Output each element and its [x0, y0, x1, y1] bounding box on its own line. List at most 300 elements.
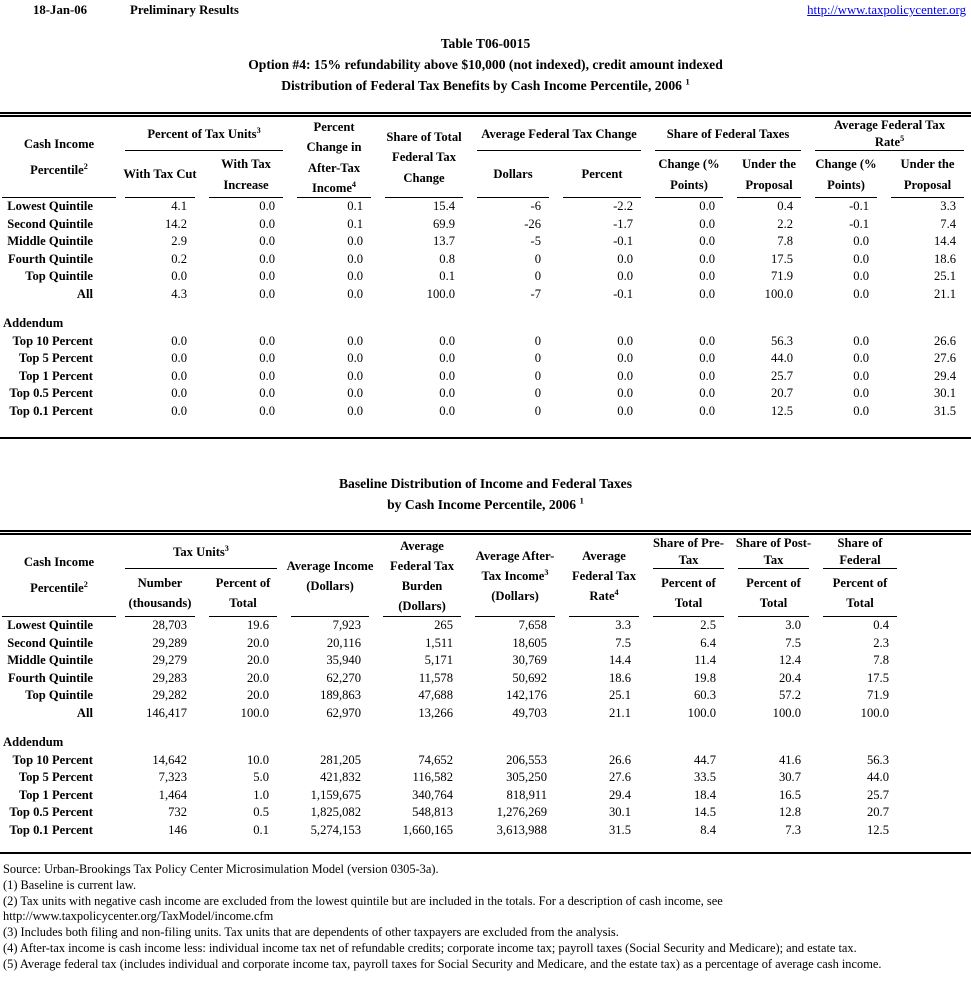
table-row [0, 268, 971, 286]
cell-value: 0.0 [699, 403, 716, 418]
cell-value: 0.0 [853, 333, 870, 348]
cell-value: 1.0 [253, 787, 269, 802]
cell-value: 21.1 [608, 705, 631, 720]
date-label: 18-Jan-06 [33, 3, 88, 17]
cell-value: 0.2 [171, 251, 187, 266]
cell-value: 14.4 [608, 653, 631, 667]
status-label: Preliminary Results [130, 3, 239, 17]
cell-value: 0.0 [617, 403, 634, 418]
row-label: Lowest Quintile [7, 618, 93, 632]
cell-value: 0.0 [439, 386, 456, 400]
addendum-row [0, 734, 971, 752]
cell-value: 100.0 [426, 286, 456, 301]
cell-value: 0.4 [777, 199, 794, 213]
cell-value: 62,970 [326, 705, 361, 720]
cell-value: 29,289 [152, 635, 187, 650]
row-label-header: Cash Income Percentile$^2$ [0, 115, 118, 199]
footnote: (3) Includes both filing and non-filing units. Tax units that are dependents of other taxpayers are excluded from the analysis. [3, 925, 619, 940]
cell-value: 0 [534, 351, 542, 365]
cell-value: 0.0 [617, 386, 634, 400]
cell-value: -0.1 [849, 216, 870, 231]
cell-value: 1,276,269 [496, 805, 547, 819]
column-header: Share of Total Federal Tax Change [378, 115, 470, 199]
cell-value: 5.0 [253, 770, 269, 784]
cell-value: 31.5 [608, 822, 631, 837]
cell-value: -5 [530, 234, 542, 248]
cell-value: 12.8 [778, 805, 801, 819]
cell-value: 0.0 [699, 199, 716, 213]
title-line: Distribution of Federal Tax Benefits by Cash Income Percentile, 2006 $^1$ [281, 76, 690, 93]
cell-value: 71.9 [770, 269, 794, 283]
cell-value: 0.0 [259, 234, 276, 248]
cell-value: 548,813 [412, 805, 453, 819]
column-header: Share of Post-Tax [731, 533, 816, 570]
cell-value: 3.3 [615, 618, 631, 632]
cell-value: 20.0 [246, 688, 269, 702]
cell-value: -26 [524, 216, 542, 231]
cell-value: 7,323 [158, 770, 187, 784]
cell-value: 100.0 [687, 705, 716, 720]
column-header: Average Income (Dollars) [284, 533, 376, 618]
cell-value: 0.0 [853, 286, 870, 301]
cell-value: 18,605 [512, 635, 547, 650]
cell-value: 0.0 [171, 333, 187, 348]
cell-value: 1,825,082 [310, 805, 361, 819]
row-label: Top 10 Percent [12, 333, 93, 348]
cell-value: 0.0 [439, 368, 456, 383]
table-row [0, 233, 971, 251]
cell-value: 18.6 [933, 251, 957, 266]
cell-value: 0.0 [853, 234, 870, 248]
cell-value: 7,658 [518, 618, 547, 632]
table-row [0, 752, 971, 770]
spacer-column [904, 533, 971, 618]
cell-value: 6.4 [700, 635, 716, 650]
table-row [0, 635, 971, 653]
cell-value: -0.1 [613, 286, 634, 301]
cell-value: 0.0 [617, 351, 634, 365]
cell-value: 25.1 [933, 269, 957, 283]
cell-value: 29.4 [933, 368, 957, 383]
column-subheader: Percent of Total [816, 569, 904, 617]
column-header: Percent Change in After-Tax Income$^4$ [290, 115, 378, 199]
cell-value: 732 [168, 805, 187, 819]
cell-value: 2.5 [700, 618, 716, 632]
cell-value: 0.0 [853, 351, 870, 365]
column-header: Average Federal Tax Change [470, 115, 648, 152]
cell-value: 0.0 [259, 403, 276, 418]
cell-value: 0.0 [853, 251, 870, 266]
cell-value: 20.0 [246, 670, 269, 685]
cell-value: 13,266 [418, 705, 453, 720]
cell-value: 0.0 [699, 368, 716, 383]
cell-value: 0.1 [347, 199, 364, 213]
cell-value: 0.0 [171, 386, 187, 400]
cell-value: 142,176 [506, 688, 547, 702]
cell-value: 62,270 [326, 670, 361, 685]
cell-value: 7.5 [785, 635, 801, 650]
cell-value: 16.5 [778, 787, 801, 802]
table-row [0, 251, 971, 269]
table1-title [0, 34, 971, 96]
column-header: Share of Federal Taxes [648, 115, 808, 152]
cell-value: 0.0 [259, 386, 276, 400]
cell-value: 12.5 [770, 403, 794, 418]
cell-value: 56.3 [770, 333, 794, 348]
cell-value: -0.1 [613, 234, 634, 248]
title-line: Table T06-0015 [440, 36, 531, 51]
cell-value: 11,578 [418, 670, 453, 685]
cell-value: 3,613,988 [496, 822, 547, 837]
cell-value: 30.7 [778, 770, 801, 784]
cell-value: 116,582 [412, 770, 453, 784]
cell-value: 0.0 [347, 368, 364, 383]
cell-value: 0.0 [347, 386, 364, 400]
cell-value: 146 [168, 822, 187, 837]
table-row [0, 198, 971, 216]
cell-value: 11.4 [694, 653, 716, 667]
cell-value: 30,769 [512, 653, 547, 667]
cell-value: 0 [534, 403, 542, 418]
cell-value: 0.0 [171, 403, 187, 418]
column-subheader: Percent [556, 151, 648, 198]
cell-value: -6 [530, 199, 542, 213]
cell-value: 14.4 [933, 234, 957, 248]
column-subheader: Number (thousands) [118, 569, 202, 617]
cell-value: 0.0 [617, 333, 634, 348]
row-label: All [76, 286, 93, 301]
cell-value: 0.0 [439, 333, 456, 348]
column-subheader: Percent of Total [646, 569, 731, 617]
cell-value: 3.0 [785, 618, 801, 632]
footnote: (2) Tax units with negative cash income are excluded from the lowest quintile but are included in the totals. For a description of cash income, see http://www.taxpolicycenter.org/TaxModel/income.cfm [3, 893, 723, 924]
column-header: Average After-Tax Income$^3$ (Dollars) [468, 533, 562, 618]
cell-value: 189,863 [320, 688, 361, 702]
cell-value: 20.4 [778, 670, 801, 685]
row-label: Top 1 Percent [18, 787, 93, 802]
cell-value: 49,703 [512, 705, 547, 720]
cell-value: 0.0 [347, 403, 364, 418]
table-row [0, 333, 971, 351]
cell-value: 0.0 [259, 351, 276, 365]
cell-value: 0.0 [699, 286, 716, 301]
cell-value: 44.7 [693, 752, 716, 767]
table-row [0, 687, 971, 705]
row-label: Top 10 Percent [12, 752, 93, 767]
row-label: Top 0.1 Percent [9, 822, 93, 837]
column-header: Average Federal Tax Burden (Dollars) [376, 533, 468, 618]
table-row [0, 617, 971, 635]
column-subheader: Change (% Points) [808, 151, 884, 198]
row-label: Second Quintile [7, 216, 93, 231]
table-row [0, 385, 971, 403]
cell-value: 60.3 [693, 688, 716, 702]
cell-value: 0.0 [347, 269, 364, 283]
cell-value: 2.2 [777, 216, 794, 231]
cell-value: 31.5 [933, 403, 957, 418]
row-label: Middle Quintile [7, 653, 93, 667]
column-subheader: Under the Proposal [730, 151, 808, 198]
cell-value: 8.4 [700, 822, 716, 837]
table-row [0, 804, 971, 822]
cell-value: 69.9 [432, 216, 456, 231]
table-row [0, 822, 971, 840]
cell-value: 0.0 [617, 269, 634, 283]
cell-value: 7,923 [332, 618, 361, 632]
table-row [0, 216, 971, 234]
cell-value: 0.0 [347, 351, 364, 365]
cell-value: 0.0 [439, 351, 456, 365]
row-label: Top 5 Percent [18, 770, 93, 784]
cell-value: 26.6 [608, 752, 631, 767]
cell-value: 2.3 [873, 635, 889, 650]
cell-value: 0.0 [699, 234, 716, 248]
cell-value: 0.0 [699, 351, 716, 365]
cell-value: 29,283 [152, 670, 187, 685]
cell-value: 0.1 [253, 822, 269, 837]
cell-value: 15.4 [432, 199, 456, 213]
cell-value: 14,642 [152, 752, 187, 767]
table-row [0, 705, 971, 723]
column-header: Average Federal Tax Rate$^4$ [562, 533, 646, 618]
row-label: Fourth Quintile [7, 670, 93, 685]
row-label: Top 5 Percent [18, 351, 93, 365]
cell-value: 14.2 [164, 216, 187, 231]
cell-value: 29,282 [152, 688, 187, 702]
cell-value: 0.0 [259, 286, 276, 301]
cell-value: 1,511 [425, 635, 453, 650]
cell-value: 25.7 [770, 368, 794, 383]
cell-value: 0 [534, 368, 542, 383]
footnote: Source: Urban-Brookings Tax Policy Center Microsimulation Model (version 0305-3a). [3, 862, 439, 876]
cell-value: 206,553 [506, 752, 547, 767]
column-subheader: Under the Proposal [884, 151, 971, 198]
table-row [0, 368, 971, 386]
column-subheader: With Tax Increase [202, 151, 290, 198]
cell-value: 25.7 [866, 787, 889, 802]
cell-value: -7 [530, 286, 542, 301]
cell-value: 1,159,675 [310, 787, 361, 802]
baseline-distribution-table [0, 530, 971, 854]
cell-value: 74,652 [418, 752, 453, 767]
row-label: All [76, 705, 93, 720]
cell-value: -1.7 [613, 216, 634, 231]
cell-value: 13.7 [432, 234, 456, 248]
cell-value: 12.5 [866, 822, 889, 837]
row-label: Middle Quintile [7, 234, 93, 248]
cell-value: 57.2 [778, 688, 801, 702]
cell-value: 0.0 [617, 368, 634, 383]
cell-value: 5,171 [424, 653, 453, 667]
cell-value: 33.5 [693, 770, 716, 784]
cell-value: 27.6 [933, 351, 957, 365]
cell-value: 0 [534, 386, 542, 400]
cell-value: 14.5 [693, 805, 716, 819]
cell-value: 29.4 [608, 787, 631, 802]
cell-value: 10.0 [246, 752, 269, 767]
cell-value: 340,764 [412, 787, 453, 802]
footnote: (5) Average federal tax (includes individual and corporate income tax, payroll taxes for Social Security and Medicare, and the estate tax) as a percentage of average cash income. [3, 956, 882, 971]
cell-value: 421,832 [320, 770, 361, 784]
table-row [0, 350, 971, 368]
cell-value: 12.4 [778, 653, 801, 667]
cell-value: 0 [534, 251, 542, 266]
cell-value: 20.7 [866, 805, 889, 819]
cell-value: 0.0 [347, 286, 364, 301]
cell-value: 281,205 [320, 752, 361, 767]
cell-value: 20.0 [246, 635, 269, 650]
cell-value: 100.0 [240, 705, 269, 720]
cell-value: 0 [534, 269, 542, 283]
cell-value: 0 [534, 333, 542, 348]
cell-value: 19.8 [693, 670, 716, 685]
cell-value: 7.3 [785, 822, 801, 837]
cell-value: 0.4 [873, 618, 889, 632]
table-row [0, 286, 971, 304]
cell-value: 0.0 [439, 403, 456, 418]
footnote: (1) Baseline is current law. [3, 877, 137, 892]
benefits-distribution-table [0, 112, 971, 439]
row-label-header: Cash Income Percentile$^2$ [0, 533, 118, 618]
column-header: Share of Pre-Tax [646, 533, 731, 570]
cell-value: 44.0 [770, 351, 794, 365]
column-header: Share of Federal [816, 533, 904, 570]
cell-value: 17.5 [866, 670, 889, 685]
cell-value: 71.9 [866, 688, 889, 702]
cell-value: 0.0 [259, 269, 276, 283]
cell-value: 0.0 [259, 251, 276, 266]
cell-value: 0.8 [439, 251, 456, 266]
cell-value: 0.0 [699, 333, 716, 348]
cell-value: 0.0 [853, 386, 870, 400]
cell-value: 0.0 [699, 251, 716, 266]
row-label: Top 0.1 Percent [9, 403, 93, 418]
cell-value: 18.4 [693, 787, 716, 802]
row-label: Second Quintile [7, 635, 93, 650]
cell-value: -2.2 [613, 199, 634, 213]
cell-value: 818,911 [506, 787, 547, 802]
cell-value: 265 [434, 618, 453, 632]
cell-value: 56.3 [866, 752, 889, 767]
cell-value: 20.7 [770, 386, 794, 400]
cell-value: 29,279 [152, 653, 187, 667]
column-subheader: Change (% Points) [648, 151, 730, 198]
cell-value: 3.3 [940, 199, 957, 213]
cell-value: 0.0 [699, 216, 716, 231]
cell-value: 4.3 [171, 286, 187, 301]
cell-value: 0.0 [699, 386, 716, 400]
table-row [0, 787, 971, 805]
cell-value: 146,417 [146, 705, 187, 720]
cell-value: 100.0 [764, 286, 794, 301]
row-label: Top Quintile [25, 688, 93, 702]
row-label: Top Quintile [25, 269, 93, 283]
table-row [0, 403, 971, 421]
cell-value: 0.0 [617, 251, 634, 266]
cell-value: 17.5 [770, 251, 794, 266]
row-label: Top 0.5 Percent [9, 386, 93, 400]
row-label: Top 0.5 Percent [9, 805, 93, 819]
cell-value: 0.0 [347, 251, 364, 266]
cell-value: 4.1 [171, 199, 187, 213]
cell-value: 1,660,165 [402, 822, 453, 837]
footnote: (4) After-tax income is cash income less: individual income tax net of refundable credits; corporate income tax; payroll taxes (Social Security and Medicare); and estate tax. [3, 940, 857, 955]
footnotes [0, 862, 971, 973]
addendum-label: Addendum [3, 316, 64, 330]
cell-value: 0.1 [347, 216, 364, 231]
cell-value: 21.1 [933, 286, 957, 301]
row-label: Lowest Quintile [7, 199, 93, 213]
cell-value: 0.0 [347, 234, 364, 248]
cell-value: 0.0 [171, 351, 187, 365]
cell-value: 20,116 [326, 635, 361, 650]
cell-value: 0.0 [259, 199, 276, 213]
cell-value: -0.1 [849, 199, 870, 213]
cell-value: 0.0 [171, 269, 187, 283]
cell-value: 0.0 [347, 333, 364, 348]
column-header: Percent of Tax Units$^3$ [118, 115, 290, 152]
table-row [0, 652, 971, 670]
cell-value: 0.1 [439, 269, 456, 283]
cell-value: 0.0 [853, 368, 870, 383]
cell-value: 50,692 [512, 670, 547, 685]
cell-value: 20.0 [246, 653, 269, 667]
cell-value: 25.1 [608, 688, 631, 702]
cell-value: 1,464 [158, 787, 187, 802]
cell-value: 100.0 [860, 705, 889, 720]
cell-value: 5,274,153 [310, 822, 361, 837]
cell-value: 2.9 [171, 234, 187, 248]
cell-value: 18.6 [608, 670, 631, 685]
cell-value: 0.5 [253, 805, 269, 819]
cell-value: 100.0 [772, 705, 801, 720]
cell-value: 0.0 [853, 269, 870, 283]
cell-value: 0.0 [259, 333, 276, 348]
cell-value: 305,250 [506, 770, 547, 784]
column-header: Average Federal Tax Rate$^5$ [808, 115, 971, 152]
cell-value: 35,940 [326, 653, 361, 667]
title-line: Option #4: 15% refundability above $10,000 (not indexed), credit amount indexed [248, 56, 723, 72]
cell-value: 0.0 [699, 269, 716, 283]
title-line: by Cash Income Percentile, 2006 $^1$ [387, 495, 584, 512]
column-subheader: Percent of Total [202, 569, 284, 617]
cell-value: 7.5 [615, 635, 631, 650]
row-label: Fourth Quintile [7, 251, 93, 266]
cell-value: 47,688 [418, 688, 453, 702]
cell-value: 0.0 [853, 403, 870, 418]
cell-value: 30.1 [933, 386, 957, 400]
title-line: Baseline Distribution of Income and Federal Taxes [338, 476, 633, 491]
cell-value: 26.6 [933, 333, 957, 348]
cell-value: 19.6 [246, 618, 269, 632]
table-row [0, 670, 971, 688]
row-label: Top 1 Percent [18, 368, 93, 383]
cell-value: 7.8 [777, 234, 794, 248]
cell-value: 41.6 [778, 752, 801, 767]
cell-value: 7.8 [873, 653, 889, 667]
taxpolicycenter-link[interactable]: http://www.taxpolicycenter.org [807, 3, 966, 17]
cell-value: 0.0 [259, 216, 276, 231]
column-subheader: Dollars [470, 151, 556, 198]
cell-value: 30.1 [608, 805, 631, 819]
column-subheader: Percent of Total [731, 569, 816, 617]
cell-value: 0.0 [171, 368, 187, 383]
table-row [0, 769, 971, 787]
cell-value: 7.4 [940, 216, 957, 231]
column-subheader: With Tax Cut [118, 151, 202, 198]
addendum-label: Addendum [3, 735, 64, 749]
addendum-row [0, 315, 971, 333]
